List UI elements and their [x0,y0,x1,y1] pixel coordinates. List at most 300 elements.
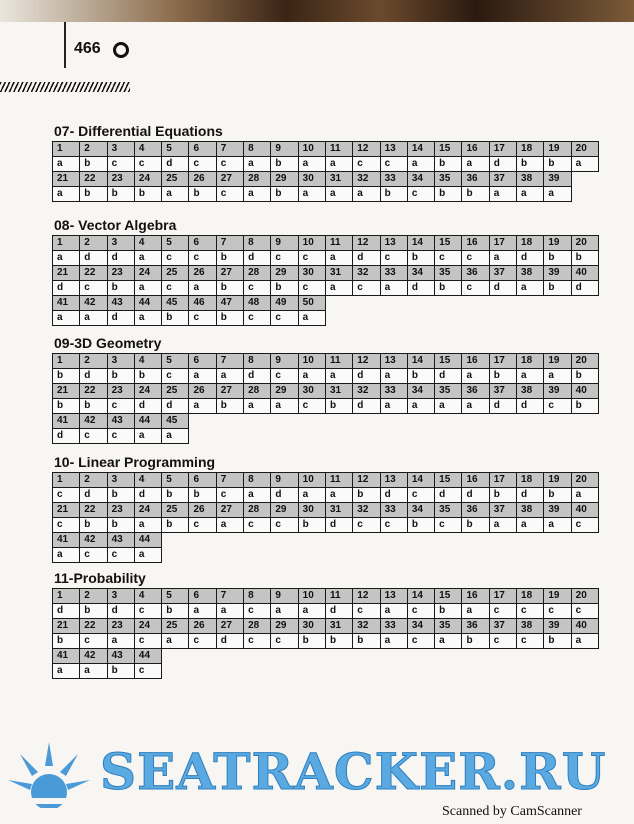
question-number-cell: 21 [52,618,80,634]
question-number-cell: 16 [461,588,489,604]
question-number-cell: 12 [352,588,380,604]
question-number-cell: 14 [407,472,435,488]
answer-cell: d [79,250,107,266]
question-number-cell: 22 [79,171,107,187]
question-number-cell: 30 [298,618,326,634]
question-number-cell: 21 [52,502,80,518]
answer-cell: b [325,633,353,649]
question-number-cell: 25 [161,265,189,281]
answer-cell: a [571,633,599,649]
question-number-cell: 46 [188,295,216,311]
answer-cell: a [52,547,80,563]
question-number-cell: 32 [352,502,380,518]
answer-cell: a [325,280,353,296]
question-number-cell: 40 [571,383,599,399]
question-number-row [52,354,599,369]
answer-cell: c [461,280,489,296]
question-number-cell: 23 [107,265,135,281]
question-number-cell: 22 [79,502,107,518]
answer-cell: c [107,547,135,563]
answer-cell: a [516,517,544,533]
answer-cell: a [188,280,216,296]
answer-cell: a [216,368,244,384]
question-number-cell: 16 [461,235,489,251]
question-number-cell: 23 [107,618,135,634]
answer-cell: a [161,428,189,444]
answer-cell: a [543,368,571,384]
question-number-row [52,619,599,634]
question-number-cell: 7 [216,472,244,488]
question-number-cell: 10 [298,141,326,157]
answer-row [52,488,599,503]
question-number-cell: 5 [161,141,189,157]
answer-cell: d [380,487,408,503]
question-number-cell: 7 [216,353,244,369]
answer-cell: c [407,186,435,202]
question-number-cell: 43 [107,295,135,311]
question-number-cell: 12 [352,472,380,488]
answer-cell: a [107,633,135,649]
question-number-cell: 42 [79,413,107,429]
scanner-credit: Scanned by CamScanner [442,804,582,819]
question-number-row [52,533,599,548]
question-number-cell: 28 [243,502,271,518]
question-number-cell: 15 [434,353,462,369]
answer-cell: d [52,603,80,619]
question-number-cell: 21 [52,383,80,399]
question-number-cell: 11 [325,472,353,488]
answer-cell: a [489,517,517,533]
answer-cell: a [298,156,326,172]
answer-cell: a [216,603,244,619]
answer-row [52,187,599,202]
answer-cell: b [298,633,326,649]
question-number-cell: 11 [325,588,353,604]
question-number-cell: 41 [52,532,80,548]
question-number-cell: 38 [516,265,544,281]
question-number-cell: 32 [352,265,380,281]
answer-cell: c [243,310,271,326]
answer-cell: a [134,517,162,533]
question-number-cell: 17 [489,588,517,604]
answer-cell: a [380,368,408,384]
answer-cell: c [516,633,544,649]
answer-cell: b [407,517,435,533]
question-number-cell: 13 [380,588,408,604]
answer-cell: d [325,517,353,533]
question-number-cell: 8 [243,353,271,369]
question-number-cell: 10 [298,472,326,488]
question-number-cell: 7 [216,588,244,604]
answer-grid [52,589,599,679]
answer-cell: b [543,156,571,172]
answer-cell: a [298,368,326,384]
answer-cell: b [52,633,80,649]
answer-cell: a [134,310,162,326]
question-number-cell: 41 [52,413,80,429]
question-number-cell: 18 [516,472,544,488]
question-number-cell: 31 [325,171,353,187]
question-number-cell: 3 [107,235,135,251]
question-number-cell: 43 [107,413,135,429]
answer-grid [52,473,599,563]
answer-cell: c [571,517,599,533]
question-number-cell: 9 [270,141,298,157]
answer-cell: a [380,280,408,296]
answer-cell: b [543,250,571,266]
answer-cell: c [188,250,216,266]
question-number-cell: 25 [161,618,189,634]
question-number-row [52,266,599,281]
question-number-cell: 24 [134,383,162,399]
question-number-cell: 50 [298,295,326,311]
answer-cell: b [107,517,135,533]
question-number-cell: 38 [516,618,544,634]
answer-cell: a [571,487,599,503]
answer-cell: b [516,156,544,172]
answer-cell: a [352,186,380,202]
answer-cell: b [161,517,189,533]
question-number-cell: 3 [107,472,135,488]
question-number-cell: 6 [188,141,216,157]
question-number-cell: 49 [270,295,298,311]
question-number-cell: 28 [243,265,271,281]
answer-cell: a [243,487,271,503]
question-number-cell: 11 [325,141,353,157]
answer-cell: b [216,310,244,326]
answer-cell: b [79,398,107,414]
question-number-cell: 30 [298,171,326,187]
question-number-cell: 37 [489,383,517,399]
question-number-cell: 22 [79,383,107,399]
question-number-cell: 31 [325,383,353,399]
question-number-cell: 44 [134,532,162,548]
answer-cell: b [434,603,462,619]
answer-cell: b [434,280,462,296]
question-number-cell: 9 [270,588,298,604]
question-number-cell: 2 [79,353,107,369]
question-number-cell: 36 [461,383,489,399]
answer-cell: a [52,310,80,326]
question-number-cell: 41 [52,648,80,664]
question-number-cell: 4 [134,141,162,157]
question-number-cell: 39 [543,618,571,634]
answer-cell: c [380,156,408,172]
question-number-cell: 48 [243,295,271,311]
question-number-cell: 40 [571,618,599,634]
question-number-cell: 35 [434,383,462,399]
answer-cell: a [134,250,162,266]
answer-cell: d [434,487,462,503]
answer-cell: a [461,156,489,172]
section-vector-algebra [52,217,599,326]
answer-cell: b [407,368,435,384]
answer-cell: d [571,280,599,296]
answer-row [52,157,599,172]
question-number-cell: 29 [270,502,298,518]
question-number-cell: 11 [325,235,353,251]
answer-cell: a [380,603,408,619]
question-number-cell: 15 [434,235,462,251]
question-number-cell: 36 [461,265,489,281]
answer-cell: a [79,310,107,326]
question-number-cell: 38 [516,383,544,399]
answer-cell: d [134,487,162,503]
question-number-cell: 29 [270,618,298,634]
question-number-cell: 41 [52,295,80,311]
answer-cell: b [571,398,599,414]
answer-cell: b [571,250,599,266]
answer-cell: b [107,368,135,384]
question-number-cell: 36 [461,502,489,518]
answer-cell: c [161,368,189,384]
section-title: 09-3D Geometry [54,335,162,351]
question-number-cell: 32 [352,383,380,399]
answer-cell: a [52,186,80,202]
answer-cell: c [107,398,135,414]
question-number-cell: 8 [243,472,271,488]
answer-cell: a [325,156,353,172]
question-number-cell: 19 [543,588,571,604]
question-number-cell: 6 [188,353,216,369]
answer-cell: a [461,398,489,414]
answer-cell: c [216,186,244,202]
question-number-cell: 28 [243,618,271,634]
answer-row [52,548,599,563]
answer-cell: a [380,633,408,649]
question-number-cell: 4 [134,588,162,604]
question-number-cell: 10 [298,235,326,251]
answer-row [52,369,599,384]
answer-cell: c [79,280,107,296]
question-number-cell: 18 [516,588,544,604]
question-number-cell: 23 [107,171,135,187]
question-number-cell: 3 [107,141,135,157]
answer-cell: a [52,250,80,266]
answer-cell: b [407,250,435,266]
answer-cell: b [325,398,353,414]
question-number-cell: 24 [134,171,162,187]
question-number-cell: 43 [107,532,135,548]
question-number-cell: 37 [489,265,517,281]
answer-cell: b [352,487,380,503]
answer-cell: a [298,186,326,202]
question-number-cell: 2 [79,141,107,157]
question-number-cell: 14 [407,353,435,369]
question-number-cell: 21 [52,265,80,281]
answer-row [52,429,599,444]
question-number-cell: 40 [571,502,599,518]
answer-row [52,634,599,649]
question-number-cell: 10 [298,588,326,604]
answer-cell: b [107,280,135,296]
question-number-cell: 34 [407,171,435,187]
answer-cell: a [188,603,216,619]
question-number-cell: 26 [188,171,216,187]
answer-cell: b [79,156,107,172]
decorative-header-band [0,0,634,22]
question-number-cell: 39 [543,502,571,518]
answer-cell: d [434,368,462,384]
answer-cell: c [489,603,517,619]
question-number-cell: 8 [243,141,271,157]
question-number-cell: 2 [79,235,107,251]
question-number-cell: 38 [516,171,544,187]
question-number-cell: 33 [380,265,408,281]
answer-cell: c [407,487,435,503]
answer-cell: d [270,487,298,503]
answer-cell: d [161,398,189,414]
question-number-row [52,649,599,664]
question-number-row [52,142,599,157]
answer-cell: c [352,280,380,296]
answer-cell: a [270,603,298,619]
answer-cell: c [543,603,571,619]
answer-cell: c [188,156,216,172]
question-number-cell: 18 [516,353,544,369]
question-number-cell: 27 [216,618,244,634]
question-number-cell: 9 [270,472,298,488]
question-number-cell: 28 [243,383,271,399]
answer-cell: c [298,280,326,296]
answer-cell: c [243,517,271,533]
answer-cell: b [270,186,298,202]
question-number-row [52,473,599,488]
question-number-cell: 21 [52,171,80,187]
answer-cell: b [461,633,489,649]
answer-cell: c [352,156,380,172]
question-number-cell: 32 [352,171,380,187]
question-number-cell: 25 [161,383,189,399]
answer-cell: c [380,250,408,266]
answer-cell: d [52,428,80,444]
answer-cell: a [134,428,162,444]
question-number-cell: 3 [107,353,135,369]
question-number-row [52,236,599,251]
answer-cell: a [216,517,244,533]
answer-cell: c [134,603,162,619]
answer-cell: b [79,603,107,619]
question-number-cell: 37 [489,171,517,187]
answer-cell: a [298,603,326,619]
answer-cell: b [489,487,517,503]
answer-cell: b [543,633,571,649]
question-number-cell: 14 [407,235,435,251]
answer-cell: b [79,186,107,202]
question-number-cell: 4 [134,235,162,251]
question-number-row [52,384,599,399]
answer-cell: c [79,428,107,444]
answer-cell: c [407,633,435,649]
question-number-cell: 39 [543,171,571,187]
question-number-cell: 12 [352,141,380,157]
question-number-cell: 13 [380,353,408,369]
answer-cell: c [161,250,189,266]
answer-row [52,311,599,326]
question-number-cell: 5 [161,588,189,604]
question-number-cell: 19 [543,353,571,369]
answer-cell: b [161,310,189,326]
question-number-cell: 35 [434,618,462,634]
answer-cell: d [79,487,107,503]
answer-cell: d [516,487,544,503]
question-number-cell: 16 [461,141,489,157]
answer-cell: b [107,186,135,202]
question-number-cell: 26 [188,618,216,634]
answer-cell: c [298,398,326,414]
question-number-cell: 14 [407,141,435,157]
answer-cell: c [543,398,571,414]
answer-cell: d [243,250,271,266]
answer-cell: a [161,186,189,202]
question-number-cell: 2 [79,472,107,488]
watermark-text: SEATRACKER.RU [100,742,607,801]
answer-cell: c [243,633,271,649]
answer-cell: c [298,250,326,266]
question-number-cell: 27 [216,265,244,281]
answer-cell: a [516,186,544,202]
question-number-cell: 1 [52,353,80,369]
question-number-row [52,414,599,429]
question-number-cell: 44 [134,295,162,311]
answer-cell: c [79,547,107,563]
answer-cell: b [79,517,107,533]
answer-cell: b [52,398,80,414]
answer-row [52,518,599,533]
answer-cell: d [107,250,135,266]
answer-cell: c [161,280,189,296]
question-number-cell: 10 [298,353,326,369]
answer-cell: c [270,368,298,384]
answer-cell: b [270,280,298,296]
question-number-cell: 7 [216,141,244,157]
answer-cell: b [298,517,326,533]
question-number-cell: 29 [270,383,298,399]
answer-cell: b [188,487,216,503]
section-differential-equations [52,123,599,202]
answer-cell: d [352,368,380,384]
answer-cell: b [161,603,189,619]
answer-cell: b [380,186,408,202]
answer-cell: a [543,186,571,202]
question-number-cell: 20 [571,588,599,604]
question-number-cell: 45 [161,413,189,429]
answer-cell: d [107,603,135,619]
question-number-cell: 45 [161,295,189,311]
answer-cell: a [161,633,189,649]
question-number-cell: 33 [380,383,408,399]
answer-cell: b [543,280,571,296]
question-number-cell: 24 [134,502,162,518]
question-number-cell: 6 [188,235,216,251]
question-number-cell: 2 [79,588,107,604]
question-number-cell: 16 [461,353,489,369]
question-number-cell: 42 [79,648,107,664]
section-title: 11-Probability [54,570,146,586]
answer-cell: a [79,663,107,679]
answer-cell: d [325,603,353,619]
answer-cell: c [434,250,462,266]
question-number-cell: 12 [352,235,380,251]
question-number-cell: 47 [216,295,244,311]
answer-cell: d [243,368,271,384]
answer-cell: a [270,398,298,414]
answer-cell: b [216,280,244,296]
answer-cell: d [489,398,517,414]
answer-cell: b [352,633,380,649]
answer-cell: b [543,487,571,503]
question-number-cell: 4 [134,353,162,369]
